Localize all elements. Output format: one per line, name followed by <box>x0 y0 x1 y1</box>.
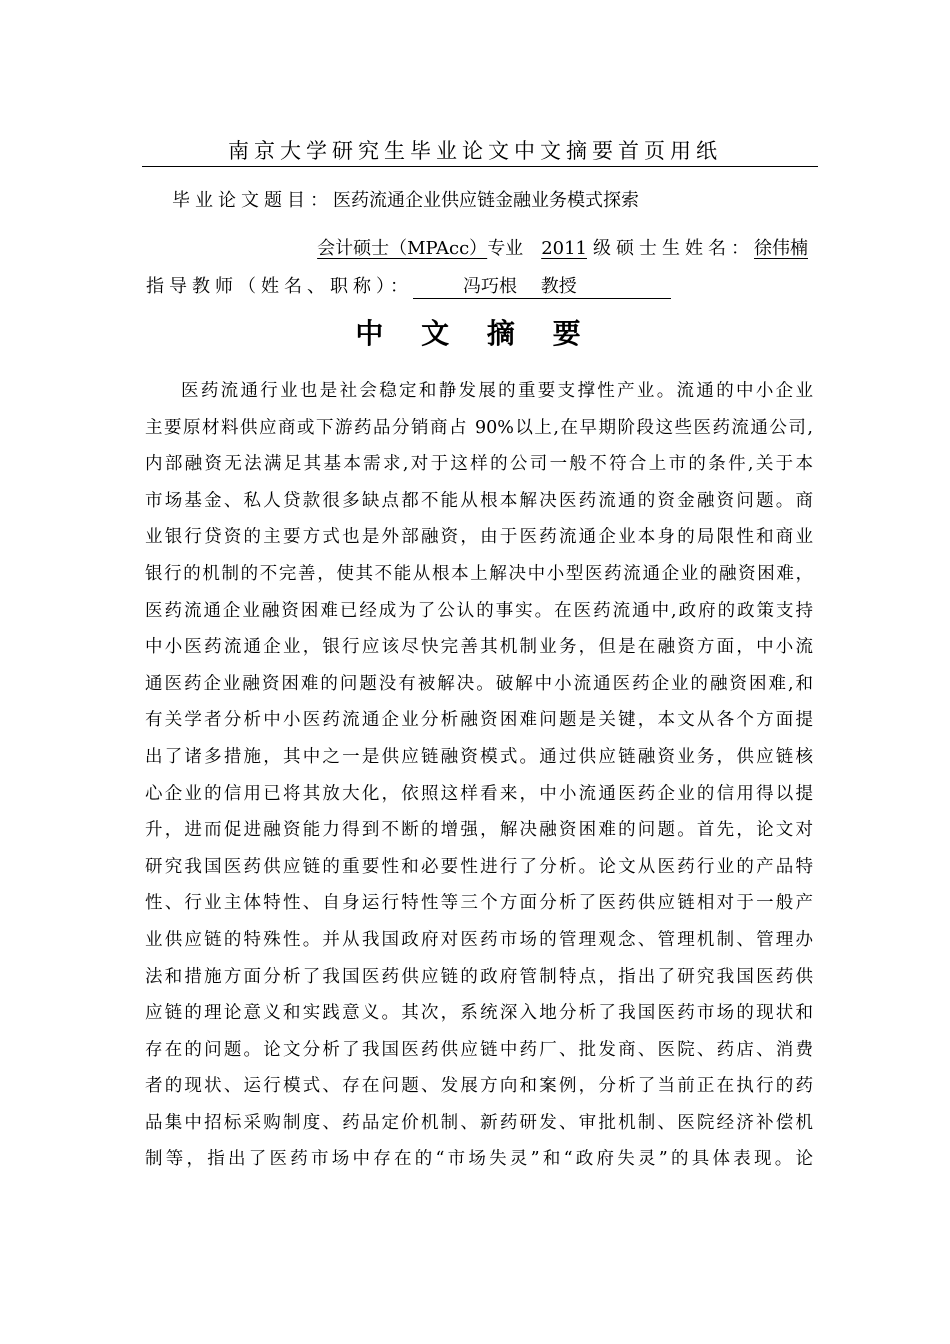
thesis-title-row <box>172 186 639 215</box>
thesis-title-value: 医药流通企业供应链金融业务模式探索 <box>333 190 639 211</box>
abstract-line: 法和措施方面分析了我国医药供应链的政府管制特点，指出了研究我国医药供 <box>145 966 813 987</box>
abstract-line: 有关学者分析中小医药流通企业分析融资困难问题是关键，本文从各个方面提 <box>145 710 813 731</box>
advisor-name-title: 冯巧根 教授 <box>413 276 671 299</box>
enrollment-year: 2011 <box>541 238 587 259</box>
major-value: 会计硕士（MPAcc） <box>317 238 488 259</box>
abstract-line: 品集中招标采购制度、药品定价机制、新药研发、审批机制、医院经济补偿机 <box>145 1112 813 1133</box>
abstract-line: 出了诸多措施，其中之一是供应链融资模式。通过供应链融资业务，供应链核 <box>145 746 813 767</box>
abstract-line: 中小医药流通企业，银行应该尽快完善其机制业务，但是在融资方面，中小流 <box>145 637 813 658</box>
abstract-heading: 中 文 摘 要 <box>355 317 595 350</box>
page-header-title: 南京大学研究生毕业论文中文摘要首页用纸 <box>228 139 722 163</box>
abstract-line: 银行的机制的不完善，使其不能从根本上解决中小型医药流通企业的融资困难， <box>145 563 813 584</box>
advisor-label: 指导教师（姓名、职称）： <box>146 276 413 297</box>
abstract-line: 医药流通企业融资困难已经成为了公认的事实。在医药流通中,政府的政策支持 <box>145 600 813 621</box>
abstract-line: 应链的理论意义和实践意义。其次，系统深入地分析了我国医药市场的现状和 <box>145 1003 813 1024</box>
abstract-line: 研究我国医药供应链的重要性和必要性进行了分析。论文从医药行业的产品特 <box>145 856 813 877</box>
abstract-line: 升，进而促进融资能力得到不断的增强，解决融资困难的问题。首先，论文对 <box>145 820 813 841</box>
advisor-row <box>146 272 671 301</box>
abstract-line: 心企业的信用已将其放大化，依照这样看来，中小流通医药企业的信用得以提 <box>145 783 813 804</box>
abstract-body <box>145 373 813 1178</box>
header-divider <box>142 166 818 167</box>
abstract-line: 主要原材料供应商或下游药品分销商占 90%以上,在早期阶段这些医药流通公司, <box>145 417 813 438</box>
abstract-line: 通医药企业融资困难的问题没有被解决。破解中小流通医药企业的融资困难,和 <box>145 673 813 694</box>
abstract-line: 业银行贷资的主要方式也是外部融资，由于医药流通企业本身的局限性和商业 <box>145 527 813 548</box>
abstract-line: 业供应链的特殊性。并从我国政府对医药市场的管理观念、管理机制、管理办 <box>145 929 813 950</box>
abstract-line: 内部融资无法满足其基本需求,对于这样的公司一般不符合上市的条件,关于本 <box>145 454 813 475</box>
student-name: 徐伟楠 <box>754 238 808 259</box>
abstract-line: 市场基金、私人贷款很多缺点都不能从根本解决医药流通的资金融资问题。商 <box>145 490 813 511</box>
abstract-line: 者的现状、运行模式、存在问题、发展方向和案例，分析了当前正在执行的药 <box>145 1076 813 1097</box>
student-info-row <box>317 234 808 263</box>
abstract-line: 性、行业主体特性、自身运行特性等三个方面分析了医药供应链相对于一般产 <box>145 893 813 914</box>
thesis-title-label: 毕业论文题目： <box>172 190 333 211</box>
abstract-line: 制等，指出了医药市场中存在的“市场失灵”和“政府失灵”的具体表现。论 <box>145 1149 813 1170</box>
major-suffix: 专业 <box>487 238 524 259</box>
abstract-line: 医药流通行业也是社会稳定和静发展的重要支撑性产业。流通的中小企业 <box>181 381 813 401</box>
abstract-line: 存在的问题。论文分析了我国医药供应链中药厂、批发商、医院、药店、消费 <box>145 1039 813 1060</box>
grade-name-label: 级硕士生姓名： <box>593 238 754 259</box>
